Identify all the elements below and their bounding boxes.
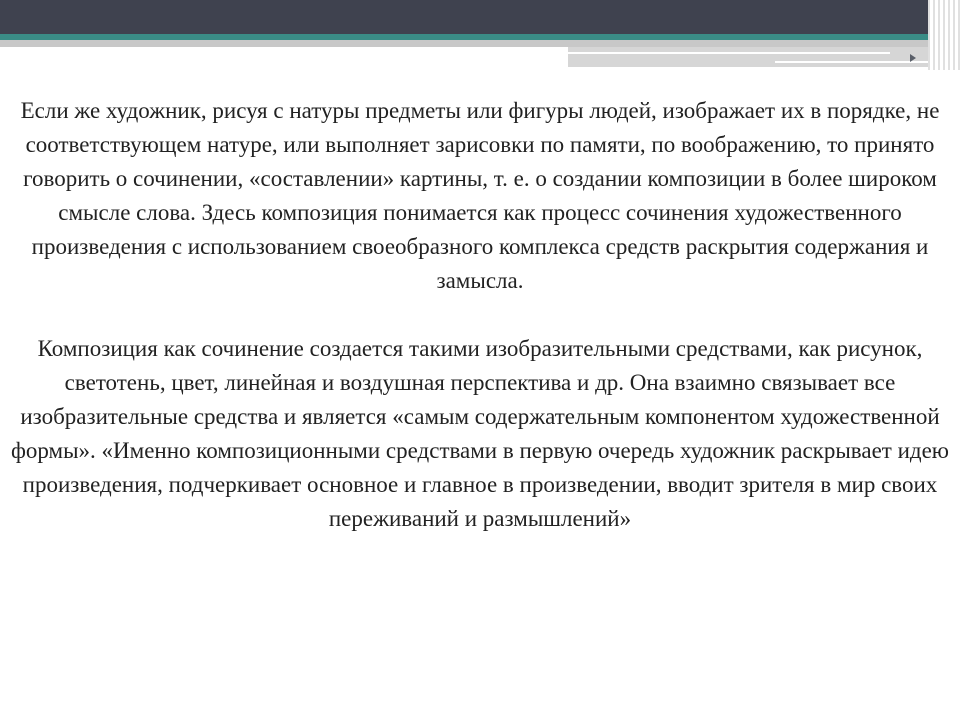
header-band xyxy=(0,0,960,34)
paragraph-2: Композиция как сочинение создается такими изобразительными средствами, как рисунок, светотень, цвет, линейная и воздушная перспектива и др. Она взаимно связывает все изобразительные средства и является «самым содержательным компонентом художественной формы». «Именно композиционными средствами в первую очередь художник раскрывает идею произведения, подчеркивает основное и главное в произведении, вводит зрителя в мир своих переживаний и размышлений» xyxy=(10,336,949,531)
header-gray-stripe xyxy=(0,40,960,47)
triangle-arrow-icon xyxy=(910,54,916,62)
header-step-line-lower xyxy=(775,61,945,63)
header-step-line xyxy=(568,52,890,54)
header-step-decoration xyxy=(568,47,960,67)
slide-body xyxy=(6,94,954,536)
corner-stripes-decoration xyxy=(928,0,960,70)
paragraph-1: Если же художник, рисуя с натуры предметы или фигуры людей, изображает их в порядке, не соответствующем натуре, или выполняет зарисовки по памяти, по воображению, то принято говорить о сочинении, «составлении» картины, т. е. о создании композиции в более широком смысле слова. Здесь композиция понимается как процесс сочинения художественного произведения с использованием своеобразного комплекса средств раскрытия содержания и замысла. xyxy=(20,98,940,293)
